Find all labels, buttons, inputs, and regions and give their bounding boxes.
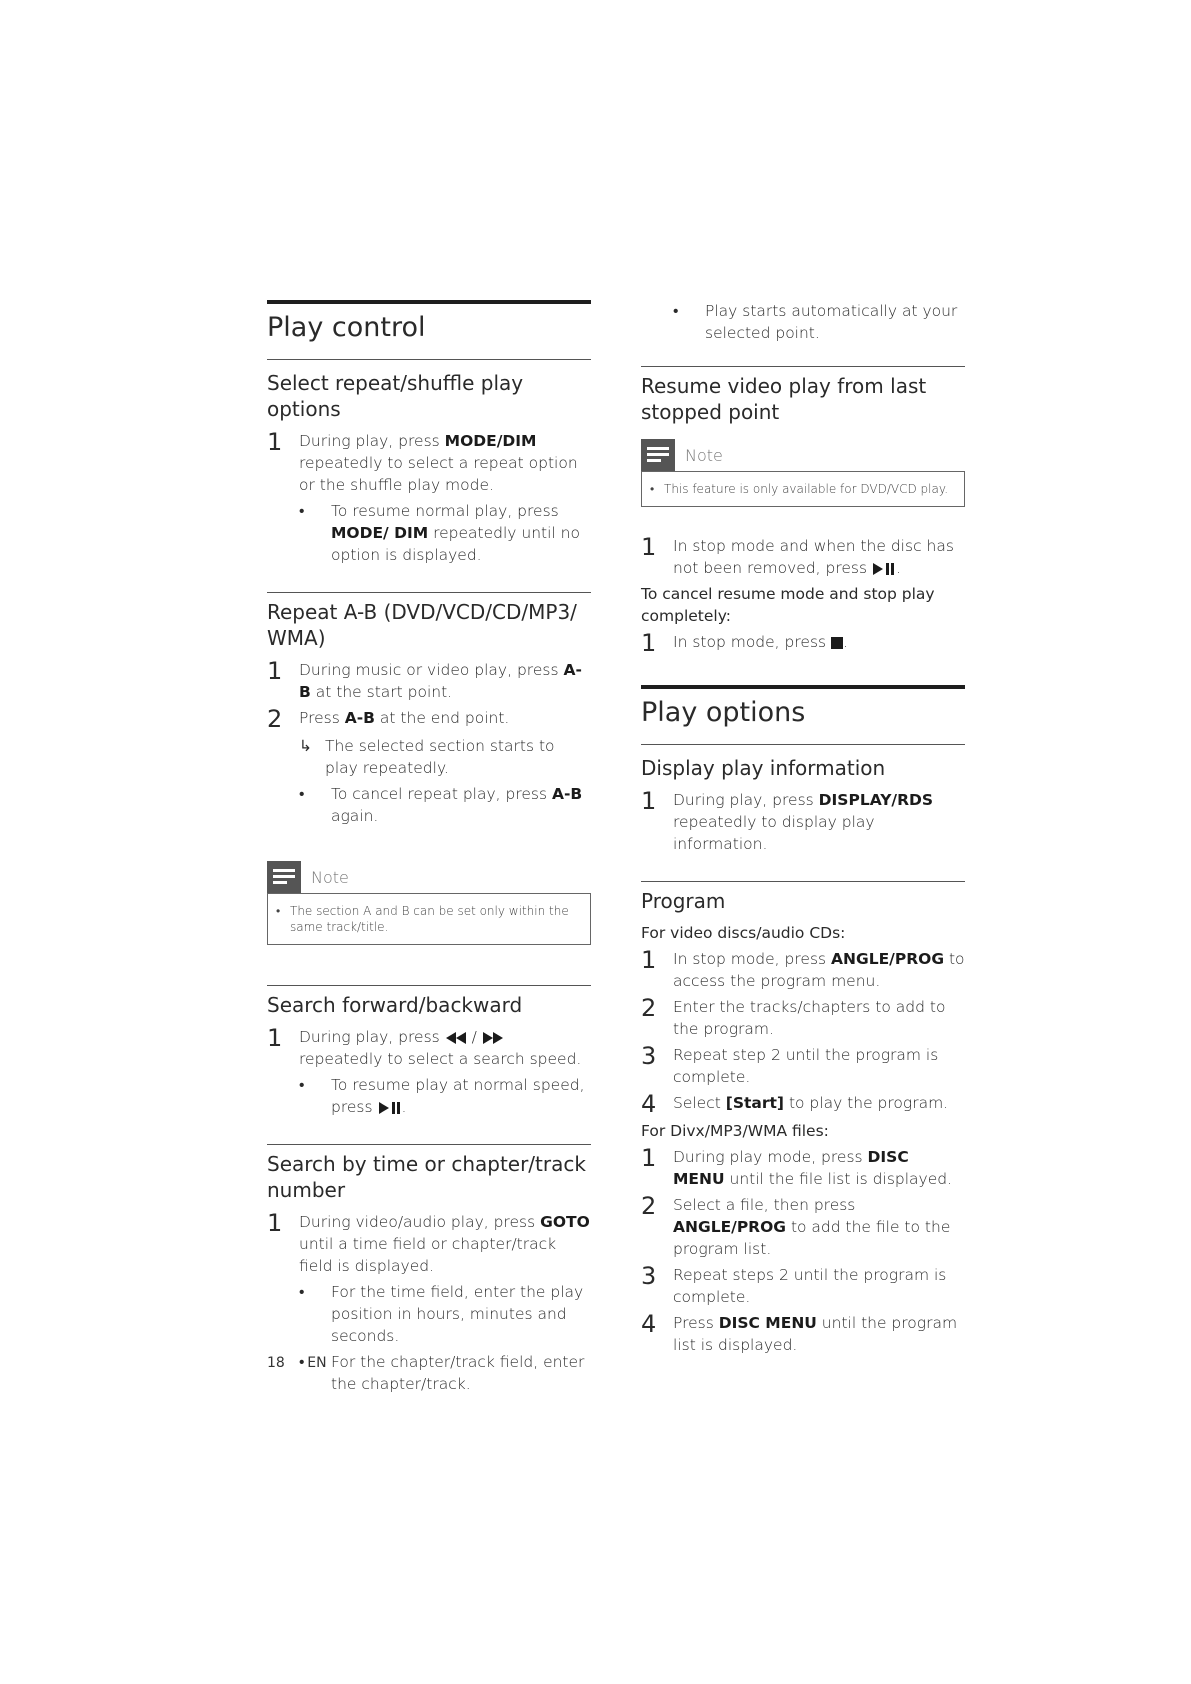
- stop-icon: [831, 637, 843, 649]
- step-text: [299, 430, 591, 496]
- text: to play the program.: [784, 1094, 949, 1112]
- sub-label: For video discs/audio CDs:: [641, 924, 846, 942]
- step: [641, 1264, 965, 1308]
- note-box: [267, 861, 591, 945]
- step: [641, 1146, 965, 1190]
- rewind-icon: [445, 1032, 467, 1044]
- text: to access the program menu.: [673, 950, 965, 990]
- text: During music or video play, press: [299, 661, 564, 679]
- subsection-title-program: Program: [641, 881, 965, 914]
- step: [267, 430, 591, 496]
- step-number: 2: [267, 705, 283, 733]
- text: .: [401, 1098, 407, 1116]
- text: Press: [673, 1314, 719, 1332]
- step: [641, 1194, 965, 1260]
- text: Select a file, then press: [673, 1196, 856, 1214]
- text: During video/audio play, press: [299, 1213, 541, 1231]
- bullet-item: [299, 500, 591, 566]
- step-text: [673, 1194, 965, 1260]
- text: repeatedly to display play information.: [673, 813, 875, 853]
- text: until the program list is displayed.: [673, 1314, 958, 1354]
- text: again.: [331, 807, 379, 825]
- text: until a time field or chapter/track field is displayed.: [299, 1235, 557, 1275]
- button-name: DISPLAY/RDS: [818, 791, 934, 809]
- note-text: • The section A and B can be set only within the same track/title.: [267, 893, 591, 945]
- language-code: EN: [307, 1355, 327, 1371]
- step-number: 1: [267, 428, 283, 456]
- bullet-item: [299, 1074, 591, 1118]
- page-number: 18: [267, 1355, 285, 1371]
- step: [641, 1044, 965, 1088]
- step: [641, 789, 965, 855]
- step: [641, 948, 965, 992]
- note-box: [641, 439, 965, 507]
- step-text: Repeat steps 2 until the program is complete.: [673, 1266, 947, 1306]
- text: In stop mode, press: [673, 950, 832, 968]
- subsection-title-display-info: Display play information: [641, 756, 886, 780]
- step: [641, 1092, 965, 1116]
- text: repeatedly to select a repeat option or the shuffle play mode.: [299, 454, 578, 494]
- result-arrow-icon: ↳: [299, 737, 312, 755]
- subsection-title-search-time: Search by time or chapter/track number: [267, 1144, 591, 1203]
- step: [267, 707, 591, 731]
- note-icon: [267, 861, 301, 893]
- text: To resume play at normal speed, press: [331, 1076, 585, 1116]
- step-number: 1: [641, 533, 657, 561]
- step: [641, 535, 965, 579]
- text: repeatedly until no option is displayed.: [331, 524, 580, 564]
- sub-label: To cancel resume mode and stop play completely:: [641, 585, 935, 625]
- note-text: • This feature is only available for DVD/VCD play.: [641, 471, 965, 507]
- text: During play, press: [299, 432, 445, 450]
- text: .: [896, 559, 901, 577]
- left-column: [267, 300, 591, 1399]
- subsection-title-repeat-shuffle: Select repeat/shuffle play options: [267, 371, 524, 421]
- text: at the end point.: [374, 709, 510, 727]
- step-number: 1: [267, 1024, 283, 1052]
- bullet-item: • For the time field, enter the play position in hours, minutes and seconds.: [299, 1281, 591, 1347]
- step: [267, 1211, 591, 1277]
- step-text: [299, 707, 591, 731]
- text: /: [466, 1028, 482, 1046]
- bullet-item: • For the chapter/track field, enter the chapter/track.: [299, 1351, 591, 1395]
- text: In stop mode, press: [673, 633, 832, 651]
- text: Press: [299, 709, 345, 727]
- fast-forward-icon: [482, 1032, 504, 1044]
- bullet-item: [299, 783, 591, 827]
- step-text: [673, 1146, 965, 1190]
- button-name: A-B: [299, 661, 582, 701]
- step: [641, 1312, 965, 1356]
- button-name: ANGLE/PROG: [673, 1218, 787, 1236]
- step-text: [299, 1026, 591, 1070]
- text: repeatedly to select a search speed.: [299, 1050, 582, 1068]
- step-number: 2: [641, 994, 657, 1022]
- text: The selected section starts to play repeatedly.: [325, 737, 555, 777]
- note-label: Note: [685, 445, 723, 465]
- step-number: 1: [641, 787, 657, 815]
- button-name: A-B: [344, 709, 375, 727]
- subsection-title-repeat-ab: Repeat A-B (DVD/VCD/CD/MP3/ WMA): [267, 592, 591, 651]
- button-name: MODE/DIM: [444, 432, 537, 450]
- step-number: 1: [641, 629, 657, 657]
- step-number: 4: [641, 1310, 657, 1338]
- button-name: A-B: [551, 785, 583, 803]
- step-text: Repeat step 2 until the program is complete.: [673, 1046, 939, 1086]
- note-icon: [641, 439, 675, 471]
- step-number: 3: [641, 1042, 657, 1070]
- step-text: [673, 535, 965, 579]
- play-pause-icon: [378, 1102, 402, 1114]
- text: During play, press: [299, 1028, 445, 1046]
- step: [267, 1026, 591, 1070]
- text: To resume normal play, press: [331, 502, 559, 520]
- text: During play, press: [673, 791, 819, 809]
- page-footer: [267, 1355, 345, 1371]
- step: [641, 631, 965, 655]
- step-number: 2: [641, 1192, 657, 1220]
- button-name: [Start]: [725, 1094, 785, 1112]
- step-text: [299, 1211, 591, 1277]
- button-name: ANGLE/PROG: [831, 950, 945, 968]
- text: until the file list is displayed.: [724, 1170, 953, 1188]
- text: In stop mode and when the disc has not been removed, press: [673, 537, 954, 577]
- button-name: DISC MENU: [673, 1148, 909, 1188]
- section-title-play-options: Play options: [641, 685, 965, 745]
- bullet-item: • Play starts automatically at your selected point.: [673, 300, 965, 344]
- button-name: GOTO: [540, 1213, 590, 1231]
- text: During play mode, press: [673, 1148, 868, 1166]
- result-item: [299, 735, 591, 779]
- play-pause-icon: [872, 563, 896, 575]
- right-column: [641, 300, 965, 1360]
- note-label: Note: [311, 867, 349, 887]
- text: Select: [673, 1094, 726, 1112]
- section-title-play-control: Play control: [267, 300, 591, 360]
- step-number: 4: [641, 1090, 657, 1118]
- step-number: 1: [641, 946, 657, 974]
- step-text: [673, 1312, 965, 1356]
- step-text: [673, 631, 965, 655]
- text: at the start point.: [310, 683, 453, 701]
- step-text: Enter the tracks/chapters to add to the program.: [673, 998, 946, 1038]
- step-text: [299, 659, 591, 703]
- step-text: [673, 1092, 965, 1116]
- subsection-title-resume: Resume video play from last stopped point: [641, 366, 965, 425]
- text: .: [843, 633, 848, 651]
- note-header: [641, 439, 965, 471]
- button-name: MODE/ DIM: [331, 524, 429, 542]
- step-text: [673, 789, 965, 855]
- step-number: 1: [641, 1144, 657, 1172]
- note-header: [267, 861, 591, 893]
- button-name: DISC MENU: [718, 1314, 817, 1332]
- sub-label: For Divx/MP3/WMA files:: [641, 1122, 829, 1140]
- step-text: [673, 948, 965, 992]
- step: [267, 659, 591, 703]
- subsection-title-search: Search forward/backward: [267, 985, 591, 1018]
- step-number: 1: [267, 657, 283, 685]
- step-number: 3: [641, 1262, 657, 1290]
- step: [641, 996, 965, 1040]
- text: to add the file to the program list.: [673, 1218, 951, 1258]
- step-number: 1: [267, 1209, 283, 1237]
- text: To cancel repeat play, press: [331, 785, 552, 803]
